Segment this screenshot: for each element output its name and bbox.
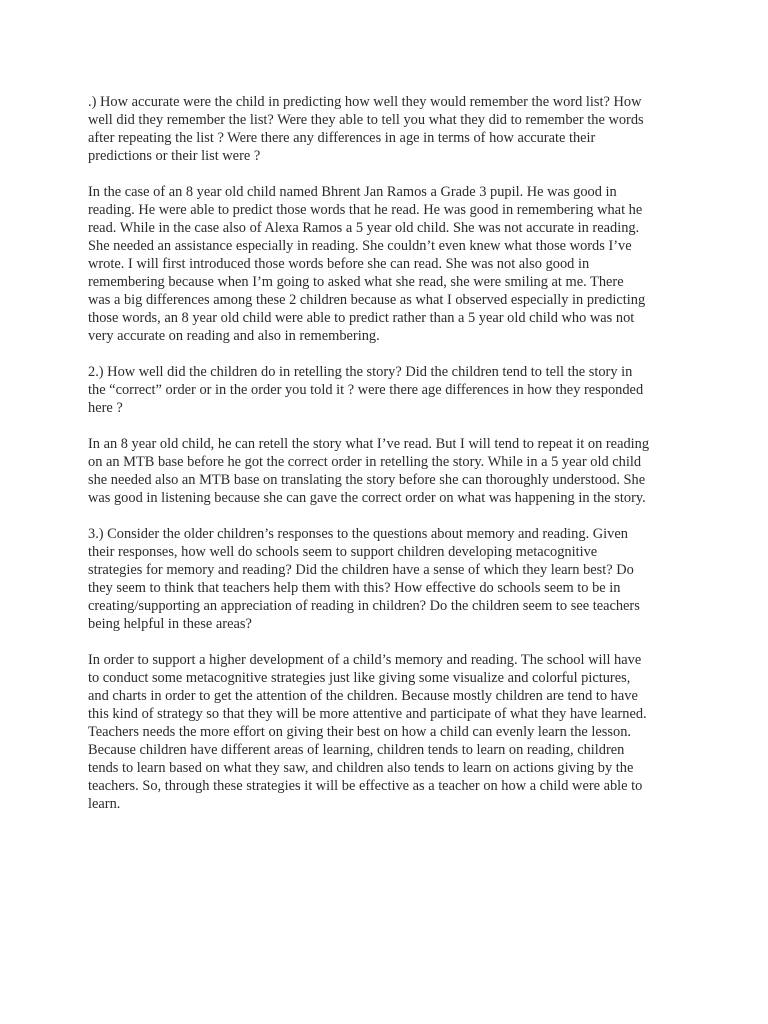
text-line: creating/supporting an appreciation of reading in children? Do the children seem to see teachers xyxy=(88,598,640,614)
answer-3 xyxy=(88,651,738,813)
text-line: learn. xyxy=(88,796,121,812)
text-line: was a big differences among these 2 children because as what I observed especially in predicting xyxy=(88,292,646,308)
text-line: very accurate on reading and also in remembering. xyxy=(88,328,380,344)
text-line: the “correct” order or in the order you told it ? were there age differences in how they responded xyxy=(88,382,644,398)
text-line: here ? xyxy=(88,400,123,416)
text-line: they seem to think that teachers help them with this? How effective do schools seem to be in xyxy=(88,580,621,596)
text-line: remembering because when I’m going to asked what she read, she were smiling at me. There xyxy=(88,274,624,290)
text-line: tends to learn based on what they saw, and children also tends to learn on actions giving by the xyxy=(88,760,634,776)
text-line: In order to support a higher development of a child’s memory and reading. The school will have xyxy=(88,652,642,668)
text-line: wrote. I will first introduced those words before she can read. She was not also good in xyxy=(88,256,590,272)
answer-2 xyxy=(88,435,738,507)
text-line: being helpful in these areas? xyxy=(88,616,252,632)
document-body xyxy=(88,93,738,831)
text-line: .) How accurate were the child in predicting how well they would remember the word list? How xyxy=(88,94,642,110)
text-line: she needed also an MTB base on translating the story before she can thoroughly understood. She xyxy=(88,472,646,488)
question-1 xyxy=(88,93,738,165)
text-line: 3.) Consider the older children’s responses to the questions about memory and reading. Given xyxy=(88,526,628,542)
text-line: read. While in the case also of Alexa Ramos a 5 year old child. She was not accurate in reading. xyxy=(88,220,640,236)
text-line: and charts in order to get the attention of the children. Because mostly children are tend to have xyxy=(88,688,638,704)
question-3 xyxy=(88,525,738,633)
text-line: Teachers needs the more effort on giving their best on how a child can evenly learn the lesson. xyxy=(88,724,631,740)
text-line: their responses, how well do schools seem to support children developing metacognitive xyxy=(88,544,598,560)
text-line: well did they remember the list? Were they able to tell you what they did to remember the words xyxy=(88,112,644,128)
text-line: on an MTB base before he got the correct order in retelling the story. While in a 5 year old child xyxy=(88,454,642,470)
answer-1 xyxy=(88,183,738,345)
text-line: teachers. So, through these strategies it will be effective as a teacher on how a child were able to xyxy=(88,778,643,794)
text-line: reading. He were able to predict those words that he read. He was good in remembering what he xyxy=(88,202,643,218)
text-line: strategies for memory and reading? Did the children have a sense of which they learn best? Do xyxy=(88,562,634,578)
text-line: She needed an assistance especially in reading. She couldn’t even knew what those words I’ve xyxy=(88,238,632,254)
question-2 xyxy=(88,363,738,417)
text-line: In the case of an 8 year old child named Bhrent Jan Ramos a Grade 3 pupil. He was good in xyxy=(88,184,617,200)
text-line: this kind of strategy so that they will be more attentive and participate of what they have learned. xyxy=(88,706,647,722)
text-line: was good in listening because she can gave the correct order on what was happening in the story. xyxy=(88,490,646,506)
text-line: In an 8 year old child, he can retell the story what I’ve read. But I will tend to repeat it on reading xyxy=(88,436,650,452)
text-line: predictions or their list were ? xyxy=(88,148,261,164)
text-line: after repeating the list ? Were there any differences in age in terms of how accurate their xyxy=(88,130,596,146)
text-line: Because children have different areas of learning, children tends to learn on reading, children xyxy=(88,742,625,758)
text-line: those words, an 8 year old child were able to predict rather than a 5 year old child who was not xyxy=(88,310,635,326)
text-line: 2.) How well did the children do in retelling the story? Did the children tend to tell the story in xyxy=(88,364,633,380)
text-line: to conduct some metacognitive strategies just like giving some visualize and colorful pictures, xyxy=(88,670,631,686)
